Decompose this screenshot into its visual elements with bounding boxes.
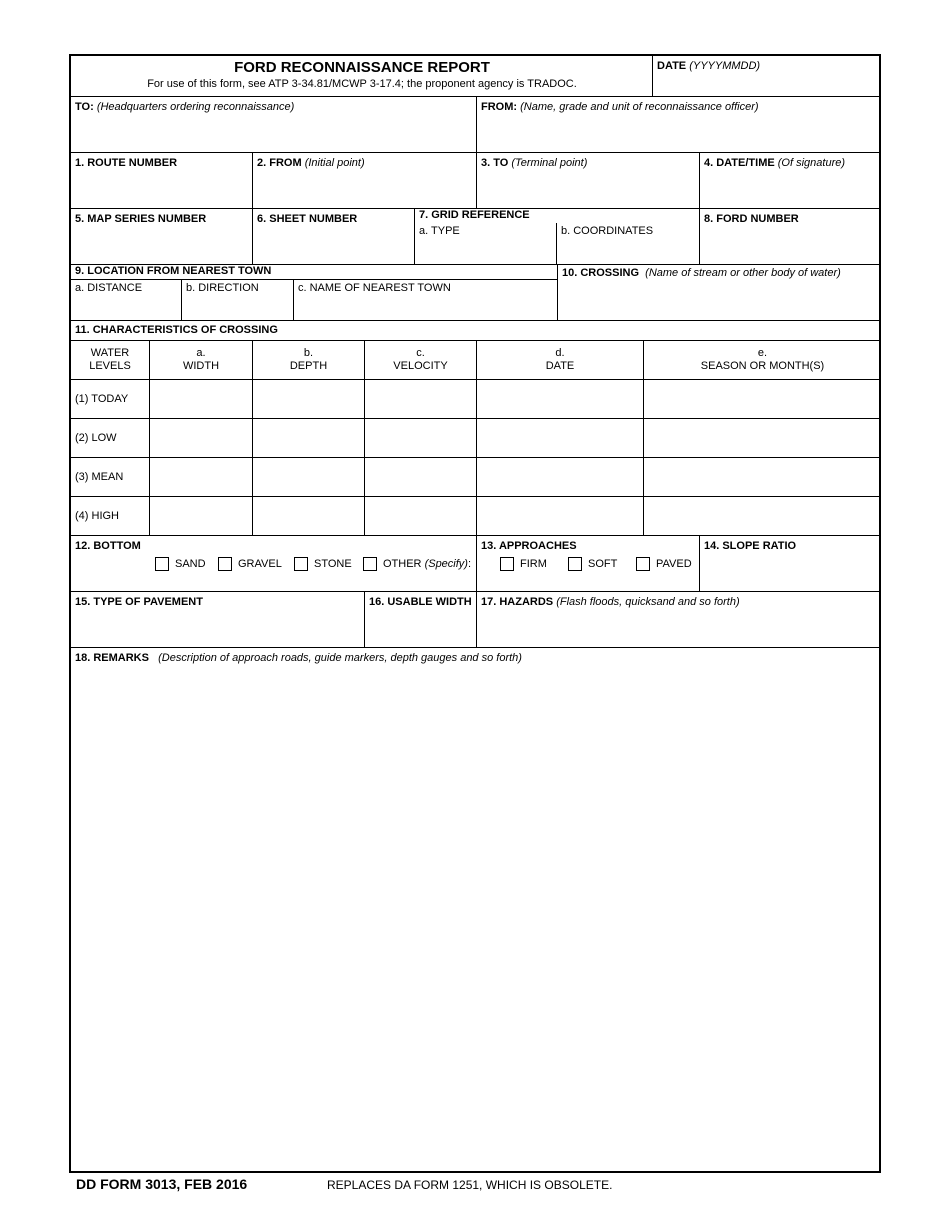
form-frame	[69, 54, 881, 1173]
row-label: (3) MEAN	[75, 471, 124, 483]
to-cell	[71, 97, 477, 153]
col-header-line1: d.	[555, 347, 565, 359]
remarks-hint: (Description of approach roads, guide markers, depth gauges and so forth)	[158, 652, 522, 664]
depth-input[interactable]	[253, 497, 365, 536]
col-header-width	[150, 341, 253, 380]
grid-type-cell	[415, 223, 557, 265]
col-header-line2: WIDTH	[182, 360, 220, 372]
map-series-label: 5. MAP SERIES NUMBER	[75, 213, 207, 225]
date-input[interactable]	[477, 419, 644, 458]
sand-checkbox[interactable]	[155, 557, 169, 571]
sheet-number-field[interactable]	[253, 227, 414, 264]
velocity-input[interactable]	[365, 458, 477, 497]
nearest-town-field[interactable]	[294, 298, 557, 320]
width-input[interactable]	[150, 497, 253, 536]
distance-field[interactable]	[71, 298, 181, 320]
grid-type-label: a. TYPE	[419, 225, 460, 237]
hazards-field[interactable]	[477, 610, 881, 647]
from-cell	[477, 97, 881, 153]
row-label-cell	[71, 458, 150, 497]
row-label: (4) HIGH	[75, 510, 119, 522]
to-label: TO:	[75, 101, 94, 113]
from-label: FROM:	[481, 101, 518, 113]
pavement-field[interactable]	[71, 610, 364, 647]
col-header-line2: DEPTH	[289, 360, 328, 372]
pavement-cell	[71, 592, 365, 648]
date-input[interactable]	[477, 497, 644, 536]
sheet-number-cell	[253, 209, 415, 265]
from-point-label: 2. FROM	[257, 157, 302, 169]
usable-width-cell	[365, 592, 477, 648]
width-input[interactable]	[150, 380, 253, 419]
other-colon: :	[467, 558, 472, 570]
terminal-point-cell	[477, 153, 700, 209]
bottom-cell	[71, 536, 477, 592]
width-input[interactable]	[150, 458, 253, 497]
usable-width-field[interactable]	[365, 610, 476, 647]
width-input[interactable]	[150, 419, 253, 458]
remarks-cell	[71, 648, 881, 1173]
pavement-label: 15. TYPE OF PAVEMENT	[75, 596, 203, 608]
nearest-town-cell	[294, 279, 557, 321]
row-label: (1) TODAY	[75, 393, 129, 405]
table-row	[71, 497, 881, 536]
velocity-input[interactable]	[365, 380, 477, 419]
hazards-cell	[477, 592, 881, 648]
characteristics-heading-cell	[71, 321, 881, 341]
nearest-town-label: c. NAME OF NEAREST TOWN	[298, 282, 451, 294]
from-hint: (Name, grade and unit of reconnaissance officer)	[520, 101, 759, 113]
direction-label: b. DIRECTION	[186, 282, 259, 294]
col-header-season	[644, 341, 881, 380]
from-field[interactable]	[477, 115, 881, 152]
paved-checkbox[interactable]	[636, 557, 650, 571]
replaces-note: REPLACES DA FORM 1251, WHICH IS OBSOLETE.	[327, 1178, 613, 1192]
date-hint: (YYYYMMDD)	[689, 60, 761, 72]
hazards-hint: (Flash floods, quicksand and so forth)	[556, 596, 740, 608]
route-number-label: 1. ROUTE NUMBER	[75, 157, 178, 169]
depth-input[interactable]	[253, 419, 365, 458]
grid-reference-label: 7. GRID REFERENCE	[419, 209, 530, 221]
col-header-line2: VELOCITY	[393, 360, 448, 372]
crossing-field[interactable]	[558, 283, 881, 320]
characteristics-heading: 11. CHARACTERISTICS OF CROSSING	[75, 324, 278, 336]
col-header-line1: e.	[757, 347, 768, 359]
from-point-hint: (Initial point)	[304, 157, 365, 169]
initial-point-cell	[253, 153, 477, 209]
date-time-cell	[700, 153, 881, 209]
location-label: 9. LOCATION FROM NEAREST TOWN	[75, 265, 272, 277]
slope-ratio-cell	[700, 536, 881, 592]
form-id: DD FORM 3013, FEB 2016	[76, 1176, 248, 1192]
soft-checkbox[interactable]	[568, 557, 582, 571]
date-time-label: 4. DATE/TIME	[704, 157, 775, 169]
remarks-field[interactable]	[71, 666, 881, 1173]
col-header-line2: LEVELS	[89, 360, 131, 372]
date-input[interactable]	[477, 380, 644, 419]
date-label: DATE	[657, 60, 687, 72]
form-title: FORD RECONNAISSANCE REPORT	[234, 59, 490, 76]
velocity-input[interactable]	[365, 419, 477, 458]
col-header-line2: DATE	[545, 360, 575, 372]
ford-number-label: 8. FORD NUMBER	[704, 213, 799, 225]
to-point-hint: (Terminal point)	[511, 157, 588, 169]
hazards-label: 17. HAZARDS	[481, 596, 554, 608]
table-row	[71, 419, 881, 458]
initial-point-field[interactable]	[253, 171, 476, 208]
date-field[interactable]	[653, 74, 881, 96]
col-header-line1: WATER	[90, 347, 130, 359]
col-header-line1: c.	[416, 347, 425, 359]
grid-coords-field[interactable]	[557, 241, 699, 264]
ford-number-cell	[700, 209, 881, 265]
row-label-cell	[71, 497, 150, 536]
sheet-number-label: 6. SHEET NUMBER	[257, 213, 358, 225]
col-header-water-levels	[71, 341, 150, 380]
grid-reference-cell	[415, 209, 700, 265]
date-cell	[653, 56, 881, 97]
season-input[interactable]	[644, 419, 881, 458]
season-input[interactable]	[644, 497, 881, 536]
depth-input[interactable]	[253, 380, 365, 419]
row-label-cell	[71, 419, 150, 458]
col-header-date	[477, 341, 644, 380]
sand-label: SAND	[175, 558, 206, 570]
stone-label: STONE	[314, 558, 352, 570]
grid-coords-cell	[557, 223, 699, 265]
col-header-line2: SEASON OR MONTH(S)	[700, 360, 825, 372]
remarks-label: 18. REMARKS	[75, 652, 149, 664]
firm-checkbox[interactable]	[500, 557, 514, 571]
form-subtitle: For use of this form, see ATP 3-34.81/MCWP 3-17.4; the proponent agency is TRADOC.	[147, 78, 577, 90]
to-field[interactable]	[71, 115, 476, 152]
map-series-field[interactable]	[71, 227, 252, 264]
distance-label: a. DISTANCE	[75, 282, 143, 294]
to-point-label: 3. TO	[481, 157, 509, 169]
paved-label: PAVED	[656, 558, 692, 570]
slope-ratio-field[interactable]	[700, 554, 881, 591]
to-hint: (Headquarters ordering reconnaissance)	[96, 101, 295, 113]
date-time-hint: (Of signature)	[777, 157, 846, 169]
grid-type-field[interactable]	[415, 241, 556, 264]
gravel-checkbox[interactable]	[218, 557, 232, 571]
col-header-line1: a.	[196, 347, 206, 359]
firm-label: FIRM	[520, 558, 547, 570]
table-row	[71, 380, 881, 419]
direction-cell	[182, 279, 294, 321]
other-checkbox[interactable]	[363, 557, 377, 571]
soft-label: SOFT	[588, 558, 618, 570]
route-number-field[interactable]	[71, 171, 252, 208]
map-series-cell	[71, 209, 253, 265]
approaches-cell	[477, 536, 700, 592]
other-hint: (Specify)	[424, 558, 468, 570]
direction-field[interactable]	[182, 298, 293, 320]
col-header-depth	[253, 341, 365, 380]
distance-cell	[71, 279, 182, 321]
slope-ratio-label: 14. SLOPE RATIO	[704, 540, 797, 552]
col-header-velocity	[365, 341, 477, 380]
crossing-hint: (Name of stream or other body of water)	[645, 267, 841, 279]
depth-input[interactable]	[253, 458, 365, 497]
season-input[interactable]	[644, 380, 881, 419]
col-header-line1: b.	[303, 347, 314, 359]
bottom-label: 12. BOTTOM	[75, 540, 141, 552]
season-input[interactable]	[644, 458, 881, 497]
usable-width-label: 16. USABLE WIDTH	[369, 596, 472, 608]
velocity-input[interactable]	[365, 497, 477, 536]
crossing-label: 10. CROSSING	[562, 267, 640, 279]
date-input[interactable]	[477, 458, 644, 497]
ford-number-field[interactable]	[700, 227, 881, 264]
form-header	[71, 56, 653, 97]
crossing-cell	[558, 265, 881, 321]
row-label-cell	[71, 380, 150, 419]
grid-coords-label: b. COORDINATES	[561, 225, 654, 237]
location-cell	[71, 265, 558, 321]
route-number-cell	[71, 153, 253, 209]
approaches-label: 13. APPROACHES	[481, 540, 577, 552]
table-row	[71, 458, 881, 497]
terminal-point-field[interactable]	[477, 171, 699, 208]
other-label: OTHER	[383, 558, 422, 570]
gravel-label: GRAVEL	[238, 558, 282, 570]
date-time-field[interactable]	[700, 171, 881, 208]
row-label: (2) LOW	[75, 432, 117, 444]
stone-checkbox[interactable]	[294, 557, 308, 571]
